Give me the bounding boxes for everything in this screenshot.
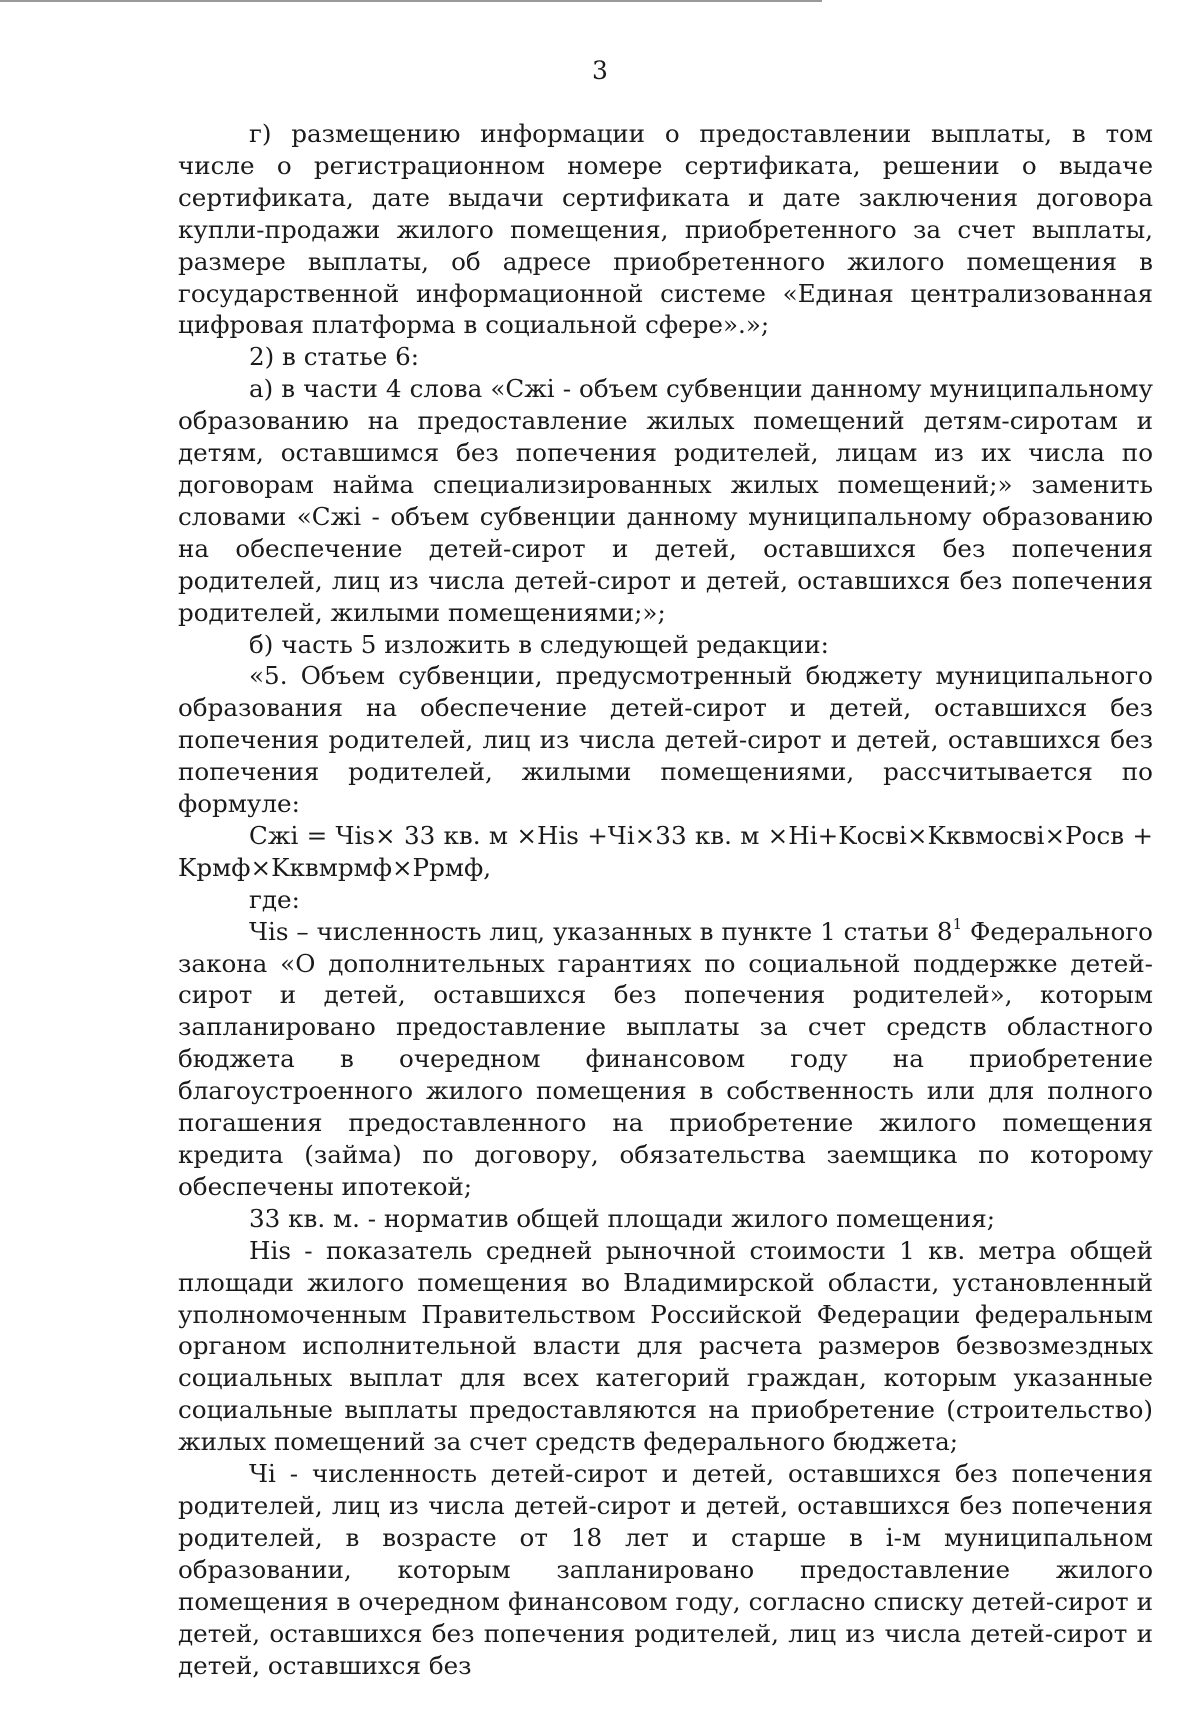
formula: Сжi = Чis× 33 кв. м ×His +Чi×33 кв. м ×Hi+Kосвi×Kквмосвi×Pосв + Kрмф×Kквмрмф×Pрмф, bbox=[178, 820, 1153, 882]
document-body bbox=[178, 118, 1153, 1681]
paragraph-part-5: «5. Объем субвенции, предусмотренный бюджету муниципального образования на обеспечение детей-сирот и детей, оставшихся без попечения родителей, лиц из числа детей-сирот и детей, оставшихся без попечения родителей, жилыми помещениями, рассчитывается по формуле: bbox=[178, 661, 1153, 819]
paragraph-item-b: б) часть 5 изложить в следующей редакции: bbox=[249, 629, 829, 659]
scan-edge-line bbox=[0, 0, 822, 2]
paragraph-chis-definition bbox=[178, 916, 1153, 1203]
chis-text-after: Федерального закона «О дополнительных гарантиях по социальной поддержке детей-сирот и детей, оставшихся без попечения родителей», которым запланировано предоставление выплаты за счет средств областного бюджета в очередном финансовом году на приобретение благоустроенного жилого помещения в собственность или для полного погашения предоставленного на приобретение жилого помещения кредита (займа) по договору, обязательства заемщика по которому обеспечены ипотекой; bbox=[178, 916, 1153, 1201]
paragraph-where: где: bbox=[249, 884, 300, 914]
paragraph-item-g: г) размещению информации о предоставлении выплаты, в том числе о регистрационном номере сертификата, решении о выдаче сертификата, дате выдачи сертификата и дате заключения договора купли-продажи жилого помещения, приобретенного за счет выплаты, размере выплаты, об адресе приобретенного жилого помещения в государственной информационной системе «Единая централизованная цифровая платформа в социальной сфере».»; bbox=[178, 119, 1153, 340]
paragraph-item-a: а) в части 4 слова «Сжi - объем субвенции данному муниципальному образованию на предоставление жилых помещений детям-сиротам и детям, оставшимся без попечения родителей, лицам из их числа по договорам найма специализированных жилых помещений;» заменить словами «Сжi - объем субвенции данному муниципальному образованию на обеспечение детей-сирот и детей, оставшихся без попечения родителей, лиц из числа детей-сирот и детей, оставшихся без попечения родителей, жилыми помещениями;»; bbox=[178, 374, 1153, 627]
article-superscript: 1 bbox=[952, 914, 963, 933]
paragraph-his-definition: His - показатель средней рыночной стоимости 1 кв. метра общей площади жилого помещения во Владимирской области, установленный уполномоченным Правительством Российской Федерации федеральным органом исполнительной власти для расчета размеров безвозмездных социальных выплат для всех категорий граждан, которым указанные социальные выплаты предоставляются на приобретение (строительство) жилых помещений за счет средств федерального бюджета; bbox=[178, 1235, 1153, 1457]
paragraph-area-norm: 33 кв. м. - норматив общей площади жилого помещения; bbox=[249, 1203, 996, 1233]
paragraph-article-6: 2) в статье 6: bbox=[249, 342, 420, 372]
page-number: 3 bbox=[592, 56, 608, 85]
paragraph-chi-definition: Чi - численность детей-сирот и детей, оставшихся без попечения родителей, лиц из числа детей-сирот и детей, оставшихся без попечения родителей, в возрасте от 18 лет и старше в i-м муниципальном образовании, которым запланировано предоставление жилого помещения в очередном финансовом году, согласно списку детей-сирот и детей, оставшихся без попечения родителей, лиц из числа детей-сирот и детей, оставшихся без bbox=[178, 1459, 1153, 1680]
chis-text-before: Чis – численность лиц, указанных в пункте 1 статьи 8 bbox=[249, 916, 953, 946]
